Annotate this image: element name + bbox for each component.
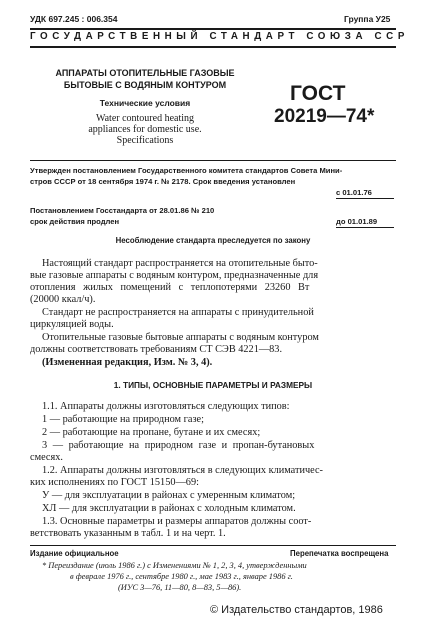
section1-heading: 1. ТИПЫ, ОСНОВНЫЕ ПАРАМЕТРЫ И РАЗМЕРЫ: [113, 380, 313, 390]
clause-1-2-line1: 1.2. Аппараты должны изготовляться в следующих климатичес-: [42, 465, 323, 476]
intro-date: с 01.01.76: [336, 188, 372, 197]
reprint-prohibited: Перепечатка воспрещена: [290, 549, 389, 558]
type-3-line1: 3 — работающие на природном газе и пропан-бутановых: [42, 440, 315, 451]
reissue-note-line2: в феврале 1976 г., сентябре 1980 г., мае 1983 г., январе 1986 г.: [70, 572, 293, 581]
header-rule-bottom: [30, 46, 396, 48]
state-standard-banner: ГОСУДАРСТВЕННЫЙ СТАНДАРТ СОЮЗА ССР: [30, 31, 409, 42]
title-ru-line1: АППАРАТЫ ОТОПИТЕЛЬНЫЕ ГАЗОВЫЕ: [55, 68, 235, 78]
para1-line2: вые газовые аппараты с водяным контуром, предназначенные для: [30, 270, 319, 281]
title-ru-line2: БЫТОВЫЕ С ВОДЯНЫМ КОНТУРОМ: [63, 80, 227, 90]
para2-line2: циркуляцией воды.: [30, 319, 114, 330]
title-spec: Технические условия: [99, 98, 191, 108]
footer-rule: [30, 545, 396, 546]
title-en-line3: Specifications: [116, 135, 174, 146]
clause-1-3-line1: 1.3. Основные параметры и размеры аппаратов должны соот-: [42, 516, 312, 527]
reissue-note-line3: (ИУС 3—76, 11—80, 8—83, 5—86).: [118, 583, 242, 592]
climate-u: У — для эксплуатации в районах с умеренным климатом;: [42, 490, 296, 501]
clause-1-1: 1.1. Аппараты должны изготовляться следующих типов:: [42, 401, 290, 412]
climate-hl: ХЛ — для эксплуатации в районах с холодным климатом.: [42, 503, 296, 514]
para1-line1: Настоящий стандарт распространяется на отопительные быто-: [42, 258, 318, 269]
group-code: Группа У25: [344, 14, 391, 24]
type-1: 1 — работающие на природном газе;: [42, 414, 204, 425]
extension-date: до 01.01.89: [336, 217, 378, 226]
extension-date-underline: [336, 227, 394, 228]
copyright-notice: © Издательство стандартов, 1986: [210, 604, 383, 616]
official-edition: Издание официальное: [30, 549, 119, 558]
law-warning: Несоблюдение стандарта преследуется по закону: [115, 236, 311, 245]
para1-line3: отопления жилых помещений с теплопотерями 23260 Вт: [30, 282, 310, 293]
para3-line2: должны соответствовать требованиям СТ СЭВ 4221—83.: [30, 344, 283, 355]
title-rule: [30, 160, 396, 161]
type-2: 2 — работающие на пропане, бутане и их смесях;: [42, 427, 261, 438]
reissue-note-line1: * Переиздание (июль 1986 г.) с Изменениями № 1, 2, 3, 4, утвержденными: [42, 561, 307, 570]
clause-1-2-line2: ких исполнениях по ГОСТ 15150—69:: [30, 477, 199, 488]
para3-line1: Отопительные газовые бытовые аппараты с водяным контуром: [42, 332, 319, 343]
header-rule-top: [30, 28, 396, 30]
intro-date-underline: [336, 198, 394, 199]
gost-number: 20219—74*: [274, 106, 375, 127]
extension-line1: Постановлением Госстандарта от 28.01.86 № 210: [30, 206, 215, 215]
extension-line2: срок действия продлен: [30, 217, 120, 226]
clause-1-3-line2: ветствовать указанным в табл. 1 и на черт. 1.: [30, 528, 226, 539]
approval-line1: Утвержден постановлением Государственного комитета стандартов Совета Мини-: [30, 166, 343, 175]
title-en-line1: Water contoured heating: [95, 113, 195, 124]
type-3-line2: смесях.: [30, 452, 63, 463]
approval-line2: стров СССР от 18 сентября 1974 г. № 2178. Срок введения установлен: [30, 177, 296, 186]
gost-label: ГОСТ: [290, 82, 346, 105]
para2-line1: Стандарт не распространяется на аппараты с принудительной: [42, 307, 314, 318]
title-en-line2: appliances for domestic use.: [88, 124, 202, 135]
amendment-note: (Измененная редакция, Изм. № 3, 4).: [42, 357, 213, 368]
udk-code: УДК 697.245 : 006.354: [30, 14, 118, 24]
para1-line4: (20000 ккал/ч).: [30, 294, 96, 305]
